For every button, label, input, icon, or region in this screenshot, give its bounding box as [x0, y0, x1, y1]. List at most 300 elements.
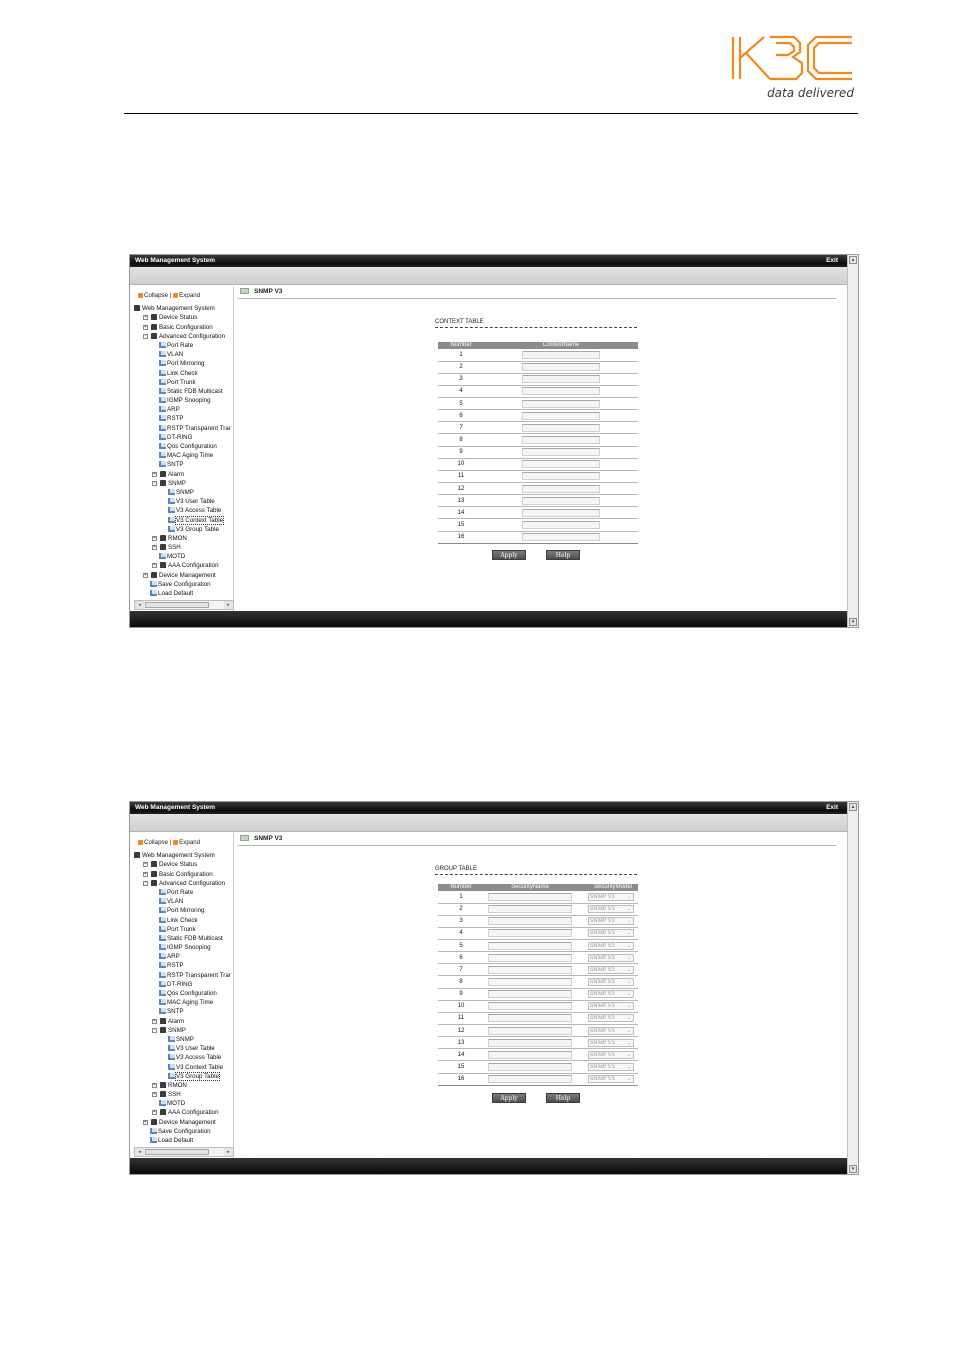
tree-item[interactable]	[134, 943, 233, 952]
table-row	[438, 1012, 638, 1024]
tree-item-label[interactable]: Advanced Configuration	[159, 332, 226, 340]
tree-item[interactable]	[134, 332, 233, 341]
expand-node-icon[interactable]: +	[153, 1109, 156, 1116]
security-name-input[interactable]	[488, 1075, 572, 1083]
expand-node-icon[interactable]: +	[144, 323, 147, 330]
context-name-cell	[484, 349, 638, 361]
tree-horizontal-scrollbar[interactable]	[134, 600, 234, 610]
tree-item-label[interactable]: V3 Access Table	[176, 507, 222, 515]
tree-item[interactable]	[134, 534, 233, 543]
security-model-select[interactable]	[588, 1051, 634, 1059]
tree-item[interactable]	[134, 934, 233, 943]
expand-link[interactable]: Expand	[179, 839, 201, 846]
apply-button[interactable]: Apply	[492, 550, 526, 560]
spacer-cell	[576, 1073, 588, 1085]
tree-horizontal-scrollbar[interactable]	[134, 1147, 234, 1157]
tree-item-label[interactable]: Advanced Configuration	[159, 879, 226, 887]
security-name-input[interactable]	[488, 917, 572, 925]
tree-item-label[interactable]: Qos Configuration	[167, 443, 217, 451]
tree-item[interactable]	[134, 497, 233, 506]
collapse-expand-bar	[138, 291, 233, 300]
tree-item[interactable]	[134, 451, 233, 460]
scroll-thumb[interactable]	[145, 1149, 209, 1155]
context-name-cell	[484, 531, 638, 543]
tree-item-label[interactable]: AAA Configuration	[168, 562, 219, 570]
tree-item-label[interactable]: Alarm	[168, 470, 185, 478]
tree-item[interactable]	[134, 378, 233, 387]
security-model-select[interactable]	[588, 942, 634, 950]
expand-link[interactable]: Expand	[179, 292, 201, 299]
expand-node-icon[interactable]: +	[144, 861, 147, 868]
tree-item-label[interactable]: RMON	[168, 1081, 187, 1089]
page-icon	[159, 926, 166, 932]
row-number: 14	[438, 507, 484, 519]
row-number: 15	[438, 1061, 484, 1073]
expand-node-icon[interactable]: +	[144, 870, 147, 877]
spacer-cell	[576, 1012, 588, 1024]
security-name-input[interactable]	[488, 929, 572, 937]
tree-item[interactable]	[134, 442, 233, 451]
tree-item-label[interactable]: Load Default	[158, 590, 194, 598]
tree-item-label[interactable]: MAC Aging Time	[167, 999, 214, 1007]
security-name-cell	[484, 927, 576, 939]
tree-item[interactable]	[134, 470, 233, 479]
row-number: 10	[438, 1000, 484, 1012]
tree-item[interactable]	[134, 460, 233, 469]
tree-item-label[interactable]: V3 Group Table	[176, 525, 219, 533]
page-title-text: SNMP V3	[254, 835, 283, 842]
tree-item-label[interactable]: Basic Configuration	[159, 323, 213, 331]
vertical-scrollbar[interactable]	[847, 802, 858, 1174]
tree-item[interactable]	[134, 414, 233, 423]
table-row	[438, 373, 638, 385]
context-name-input[interactable]	[522, 460, 600, 468]
page-title-text: SNMP V3	[254, 288, 283, 295]
context-name-cell	[484, 458, 638, 470]
tree-item[interactable]	[134, 543, 233, 552]
security-name-input[interactable]	[488, 1014, 572, 1022]
context-name-input[interactable]	[522, 412, 600, 420]
chevron-down-icon: ⌄	[626, 1039, 631, 1046]
expand-node-icon[interactable]: +	[153, 544, 156, 551]
expand-icon[interactable]	[173, 840, 178, 845]
table-row	[438, 507, 638, 519]
tree-item[interactable]	[134, 479, 233, 488]
security-model-cell	[588, 1000, 638, 1012]
tree-item[interactable]	[134, 589, 233, 598]
security-model-select[interactable]	[588, 966, 634, 974]
collapse-node-icon[interactable]: -	[144, 332, 147, 339]
scroll-down-icon[interactable]: ▾	[849, 618, 857, 626]
security-model-select[interactable]	[588, 990, 634, 998]
row-number: 2	[438, 361, 484, 373]
table-row	[438, 434, 638, 446]
tree-item-label[interactable]: SSH	[168, 1091, 181, 1099]
folder-icon	[151, 880, 157, 886]
spacer-cell	[576, 1061, 588, 1073]
security-model-value: SNMP V3	[590, 954, 615, 961]
tree-item-label[interactable]: Device Management	[159, 1118, 216, 1126]
tree-item[interactable]	[134, 1007, 233, 1016]
context-name-input[interactable]	[522, 533, 600, 541]
tree-item-label[interactable]: Device Status	[159, 314, 198, 322]
tree-item[interactable]	[134, 952, 233, 961]
tree-item-label[interactable]: Port Trunk	[167, 378, 196, 386]
security-name-input[interactable]	[488, 1027, 572, 1035]
tree-item-label[interactable]: Basic Configuration	[159, 870, 213, 878]
tree-item[interactable]	[134, 488, 233, 497]
tree-item[interactable]	[134, 341, 233, 350]
exit-link[interactable]: Exit	[826, 257, 838, 264]
tree-item-label[interactable]: Static FDB Multicast	[167, 934, 223, 942]
expand-node-icon[interactable]: +	[144, 314, 147, 321]
tree-item-label[interactable]: RSTP	[167, 962, 184, 970]
tree-item-label[interactable]: Load Default	[158, 1137, 194, 1145]
tree-item-label[interactable]: IGMP Snooping	[167, 397, 211, 405]
scroll-left-icon[interactable]: ◂	[135, 1148, 144, 1156]
context-name-input[interactable]	[522, 485, 600, 493]
tree-item[interactable]	[134, 906, 233, 915]
tree-item[interactable]	[134, 304, 233, 313]
tree-item[interactable]	[134, 1053, 233, 1062]
page-icon	[168, 498, 175, 504]
row-number: 6	[438, 952, 484, 964]
context-name-input[interactable]	[522, 497, 600, 505]
tree-item-label[interactable]: RSTP Transparent Trar	[167, 971, 231, 979]
folder-icon	[160, 1027, 166, 1033]
collapse-icon[interactable]	[138, 293, 143, 298]
expand-icon[interactable]	[173, 293, 178, 298]
chevron-down-icon: ⌄	[626, 930, 631, 937]
context-name-input[interactable]	[522, 521, 600, 529]
tree-item-label[interactable]: DT-RING	[167, 433, 193, 441]
tree-item-label[interactable]: SNMP	[176, 488, 194, 496]
expand-node-icon[interactable]: +	[144, 1118, 147, 1125]
tree-item[interactable]	[134, 387, 233, 396]
scroll-right-icon[interactable]: ▸	[224, 1148, 233, 1156]
tree-item-label[interactable]: Save Configuration	[158, 580, 211, 588]
table-row	[438, 458, 638, 470]
page-icon	[159, 415, 166, 421]
tree-item-label[interactable]: MOTD	[167, 1100, 186, 1108]
security-model-cell	[588, 1037, 638, 1049]
page-icon	[159, 351, 166, 357]
tree-item-label[interactable]: SNTP	[167, 461, 184, 469]
help-button[interactable]: Help	[546, 550, 580, 560]
tree-item-label[interactable]: V3 User Table	[176, 498, 215, 506]
security-model-value: SNMP V3	[590, 942, 615, 949]
tree-item[interactable]	[134, 1108, 233, 1117]
tree-item-label[interactable]: VLAN	[167, 351, 184, 359]
tree-item-label[interactable]: VLAN	[167, 898, 184, 906]
security-model-select[interactable]	[588, 1075, 634, 1083]
help-button[interactable]: Help	[546, 1093, 580, 1103]
scroll-down-icon[interactable]: ▾	[849, 1165, 857, 1173]
vertical-scrollbar[interactable]	[847, 255, 858, 627]
column-spacer	[576, 884, 588, 891]
page-icon	[159, 443, 166, 449]
expand-node-icon[interactable]: +	[153, 534, 156, 541]
security-name-input[interactable]	[488, 942, 572, 950]
page-icon	[150, 581, 157, 587]
tree-item-label[interactable]: SNMP	[168, 1026, 186, 1034]
tree-item[interactable]	[134, 424, 233, 433]
security-model-select[interactable]	[588, 1063, 634, 1071]
security-model-select[interactable]	[588, 929, 634, 937]
title-bar	[130, 802, 848, 814]
collapse-node-icon[interactable]: -	[153, 1026, 156, 1033]
tree-item[interactable]	[134, 1035, 233, 1044]
tree-item[interactable]	[134, 1063, 233, 1072]
tree-item[interactable]	[134, 961, 233, 970]
tree-item[interactable]	[134, 888, 233, 897]
tree-item-label[interactable]: SNMP	[168, 479, 186, 487]
tree-item-label[interactable]: Port Mirroring	[167, 360, 205, 368]
security-model-select[interactable]	[588, 978, 634, 986]
tree-item[interactable]	[134, 1026, 233, 1035]
tree-item[interactable]	[134, 396, 233, 405]
tree-item-label[interactable]: V3 Context Table	[176, 516, 224, 524]
tree-item[interactable]	[134, 1127, 233, 1136]
tree-item[interactable]	[134, 525, 233, 534]
expand-node-icon[interactable]: +	[153, 1081, 156, 1088]
page-icon	[168, 1045, 175, 1051]
tree-item[interactable]	[134, 1136, 233, 1145]
tree-item[interactable]	[134, 580, 233, 589]
expand-node-icon[interactable]: +	[153, 470, 156, 477]
tree-item[interactable]	[134, 359, 233, 368]
apply-button[interactable]: Apply	[492, 1093, 526, 1103]
security-name-input[interactable]	[488, 893, 572, 901]
security-name-input[interactable]	[488, 954, 572, 962]
tree-item-label[interactable]: Port Trunk	[167, 925, 196, 933]
tree-item[interactable]	[134, 516, 233, 525]
page-icon	[168, 1073, 175, 1079]
security-name-input[interactable]	[488, 1002, 572, 1010]
security-model-select[interactable]	[588, 917, 634, 925]
tree-item-label[interactable]: Web Management System	[142, 852, 215, 860]
tree-item-label[interactable]: Alarm	[168, 1017, 185, 1025]
expand-node-icon[interactable]: +	[153, 1091, 156, 1098]
security-name-input[interactable]	[488, 1039, 572, 1047]
security-name-input[interactable]	[488, 1051, 572, 1059]
tree-item-label[interactable]: V3 Context Table	[176, 1063, 224, 1071]
security-name-input[interactable]	[488, 990, 572, 998]
tree-item[interactable]	[134, 998, 233, 1007]
folder-icon	[134, 852, 140, 858]
tree-item-label[interactable]: RMON	[168, 534, 187, 542]
tree-item-label[interactable]: Link Check	[167, 916, 198, 924]
tree-item[interactable]	[134, 1118, 233, 1127]
tree-item-label[interactable]: SNTP	[167, 1008, 184, 1016]
tree-item[interactable]	[134, 369, 233, 378]
spacer-cell	[576, 964, 588, 976]
context-name-input[interactable]	[522, 400, 600, 408]
tree-item[interactable]	[134, 989, 233, 998]
tree-item[interactable]	[134, 1044, 233, 1053]
table-title-underline	[435, 874, 637, 875]
expand-node-icon[interactable]: +	[153, 562, 156, 569]
chevron-down-icon: ⌄	[626, 1027, 631, 1034]
security-model-select[interactable]	[588, 905, 634, 913]
row-number: 6	[438, 410, 484, 422]
folder-icon	[160, 471, 166, 477]
tree-item[interactable]	[134, 552, 233, 561]
tree-item[interactable]	[134, 405, 233, 414]
spacer-cell	[576, 915, 588, 927]
page-icon	[159, 388, 166, 394]
tree-item[interactable]	[134, 561, 233, 570]
row-number: 7	[438, 964, 484, 976]
table-row	[438, 470, 638, 482]
spacer-cell	[576, 1025, 588, 1037]
page-icon	[159, 944, 166, 950]
security-model-select[interactable]	[588, 1014, 634, 1022]
collapse-link[interactable]: Collapse	[144, 839, 169, 846]
page-icon	[159, 379, 166, 385]
context-name-input[interactable]	[522, 351, 600, 359]
tree-item-label[interactable]: Device Management	[159, 571, 216, 579]
tree-item[interactable]	[134, 1017, 233, 1026]
tree-item-label[interactable]: SSH	[168, 544, 181, 552]
security-model-select[interactable]	[588, 1027, 634, 1035]
security-model-cell	[588, 927, 638, 939]
expand-node-icon[interactable]: +	[144, 571, 147, 578]
table-row	[438, 361, 638, 373]
collapse-link[interactable]: Collapse	[144, 292, 169, 299]
chevron-down-icon: ⌄	[626, 966, 631, 973]
tree-item[interactable]	[134, 323, 233, 332]
tree-item-label[interactable]: Link Check	[167, 369, 198, 377]
tree-item[interactable]	[134, 925, 233, 934]
expand-node-icon[interactable]: +	[153, 1017, 156, 1024]
tree-item[interactable]	[134, 1090, 233, 1099]
folder-icon	[160, 544, 166, 550]
scroll-up-icon[interactable]: ▴	[849, 803, 857, 811]
chevron-down-icon: ⌄	[626, 918, 631, 925]
tree-item-label[interactable]: V3 Access Table	[176, 1054, 222, 1062]
tree-item[interactable]	[134, 313, 233, 322]
tree-item[interactable]	[134, 433, 233, 442]
chevron-down-icon: ⌄	[626, 1064, 631, 1071]
tree-item[interactable]	[134, 851, 233, 860]
tree-item[interactable]	[134, 916, 233, 925]
tree-item-label[interactable]: SNMP	[176, 1035, 194, 1043]
scroll-up-icon[interactable]: ▴	[849, 256, 857, 264]
tree-item-label[interactable]: AAA Configuration	[168, 1109, 219, 1117]
tree-item-label[interactable]: MOTD	[167, 553, 186, 561]
tree-item-label[interactable]: V3 User Table	[176, 1045, 215, 1053]
collapse-node-icon[interactable]: -	[153, 479, 156, 486]
security-name-cell	[484, 988, 576, 1000]
tree-item-label[interactable]: Static FDB Multicast	[167, 387, 223, 395]
tree-item-label[interactable]: Port Mirroring	[167, 907, 205, 915]
scroll-right-icon[interactable]: ▸	[224, 601, 233, 609]
context-name-input[interactable]	[522, 424, 600, 432]
chevron-down-icon: ⌄	[626, 942, 631, 949]
tree-item[interactable]	[134, 980, 233, 989]
security-model-cell	[588, 952, 638, 964]
tree-item[interactable]	[134, 971, 233, 980]
page-icon	[159, 434, 166, 440]
scroll-thumb[interactable]	[145, 602, 209, 608]
security-name-input[interactable]	[488, 966, 572, 974]
context-name-cell	[484, 507, 638, 519]
context-name-input[interactable]	[522, 387, 600, 395]
page-icon	[168, 526, 175, 532]
page-icon	[168, 517, 175, 523]
tree-item-label[interactable]: ARP	[167, 406, 180, 414]
tree-item[interactable]	[134, 897, 233, 906]
page-icon	[159, 898, 166, 904]
tree-item-label[interactable]: DT-RING	[167, 980, 193, 988]
security-name-input[interactable]	[488, 905, 572, 913]
security-model-select[interactable]	[588, 1002, 634, 1010]
context-name-input[interactable]	[522, 509, 600, 517]
tree-item-label[interactable]: MAC Aging Time	[167, 452, 214, 460]
row-number: 14	[438, 1049, 484, 1061]
security-model-select[interactable]	[588, 893, 634, 901]
context-name-input[interactable]	[522, 472, 600, 480]
tree-item-label[interactable]: RSTP	[167, 415, 184, 423]
tree-item-label[interactable]: RSTP Transparent Trar	[167, 424, 231, 432]
security-model-select[interactable]	[588, 954, 634, 962]
tree-item[interactable]	[134, 879, 233, 888]
context-name-input[interactable]	[522, 363, 600, 371]
scroll-left-icon[interactable]: ◂	[135, 601, 144, 609]
tree-item[interactable]	[134, 870, 233, 879]
security-name-cell	[484, 1000, 576, 1012]
chevron-down-icon: ⌄	[626, 954, 631, 961]
separator: |	[169, 292, 172, 299]
security-model-cell	[588, 891, 638, 903]
row-number: 4	[438, 927, 484, 939]
security-name-input[interactable]	[488, 1063, 572, 1071]
tree-item-label[interactable]: Save Configuration	[158, 1127, 211, 1135]
tree-item[interactable]	[134, 506, 233, 515]
context-name-cell	[484, 422, 638, 434]
tree-item-label[interactable]: Port Rate	[167, 888, 194, 896]
app-title: Web Management System	[135, 804, 216, 811]
tree-item[interactable]	[134, 1081, 233, 1090]
tree-item-label[interactable]: Qos Configuration	[167, 990, 217, 998]
tree-item[interactable]	[134, 350, 233, 359]
tree-item-label[interactable]: Device Status	[159, 861, 198, 869]
tree-item[interactable]	[134, 860, 233, 869]
context-name-input[interactable]	[522, 436, 600, 444]
tree-item[interactable]	[134, 571, 233, 580]
tree-item-label[interactable]: IGMP Snooping	[167, 944, 211, 952]
page-title	[240, 835, 282, 842]
tree-item-label[interactable]: Port Rate	[167, 341, 194, 349]
tree-item-label[interactable]: ARP	[167, 953, 180, 961]
context-name-input[interactable]	[522, 375, 600, 383]
context-name-input[interactable]	[522, 448, 600, 456]
tree-item-label[interactable]: Web Management System	[142, 305, 215, 313]
security-name-input[interactable]	[488, 978, 572, 986]
tree-item-label[interactable]: V3 Group Table	[176, 1072, 219, 1080]
row-number: 12	[438, 1025, 484, 1037]
exit-link[interactable]: Exit	[826, 804, 838, 811]
folder-icon	[160, 535, 166, 541]
security-model-value: SNMP V3	[590, 1027, 615, 1034]
security-model-select[interactable]	[588, 1039, 634, 1047]
collapse-node-icon[interactable]: -	[144, 879, 147, 886]
tree-item[interactable]	[134, 1072, 233, 1081]
collapse-icon[interactable]	[138, 840, 143, 845]
tree-item[interactable]	[134, 1099, 233, 1108]
row-number: 13	[438, 495, 484, 507]
